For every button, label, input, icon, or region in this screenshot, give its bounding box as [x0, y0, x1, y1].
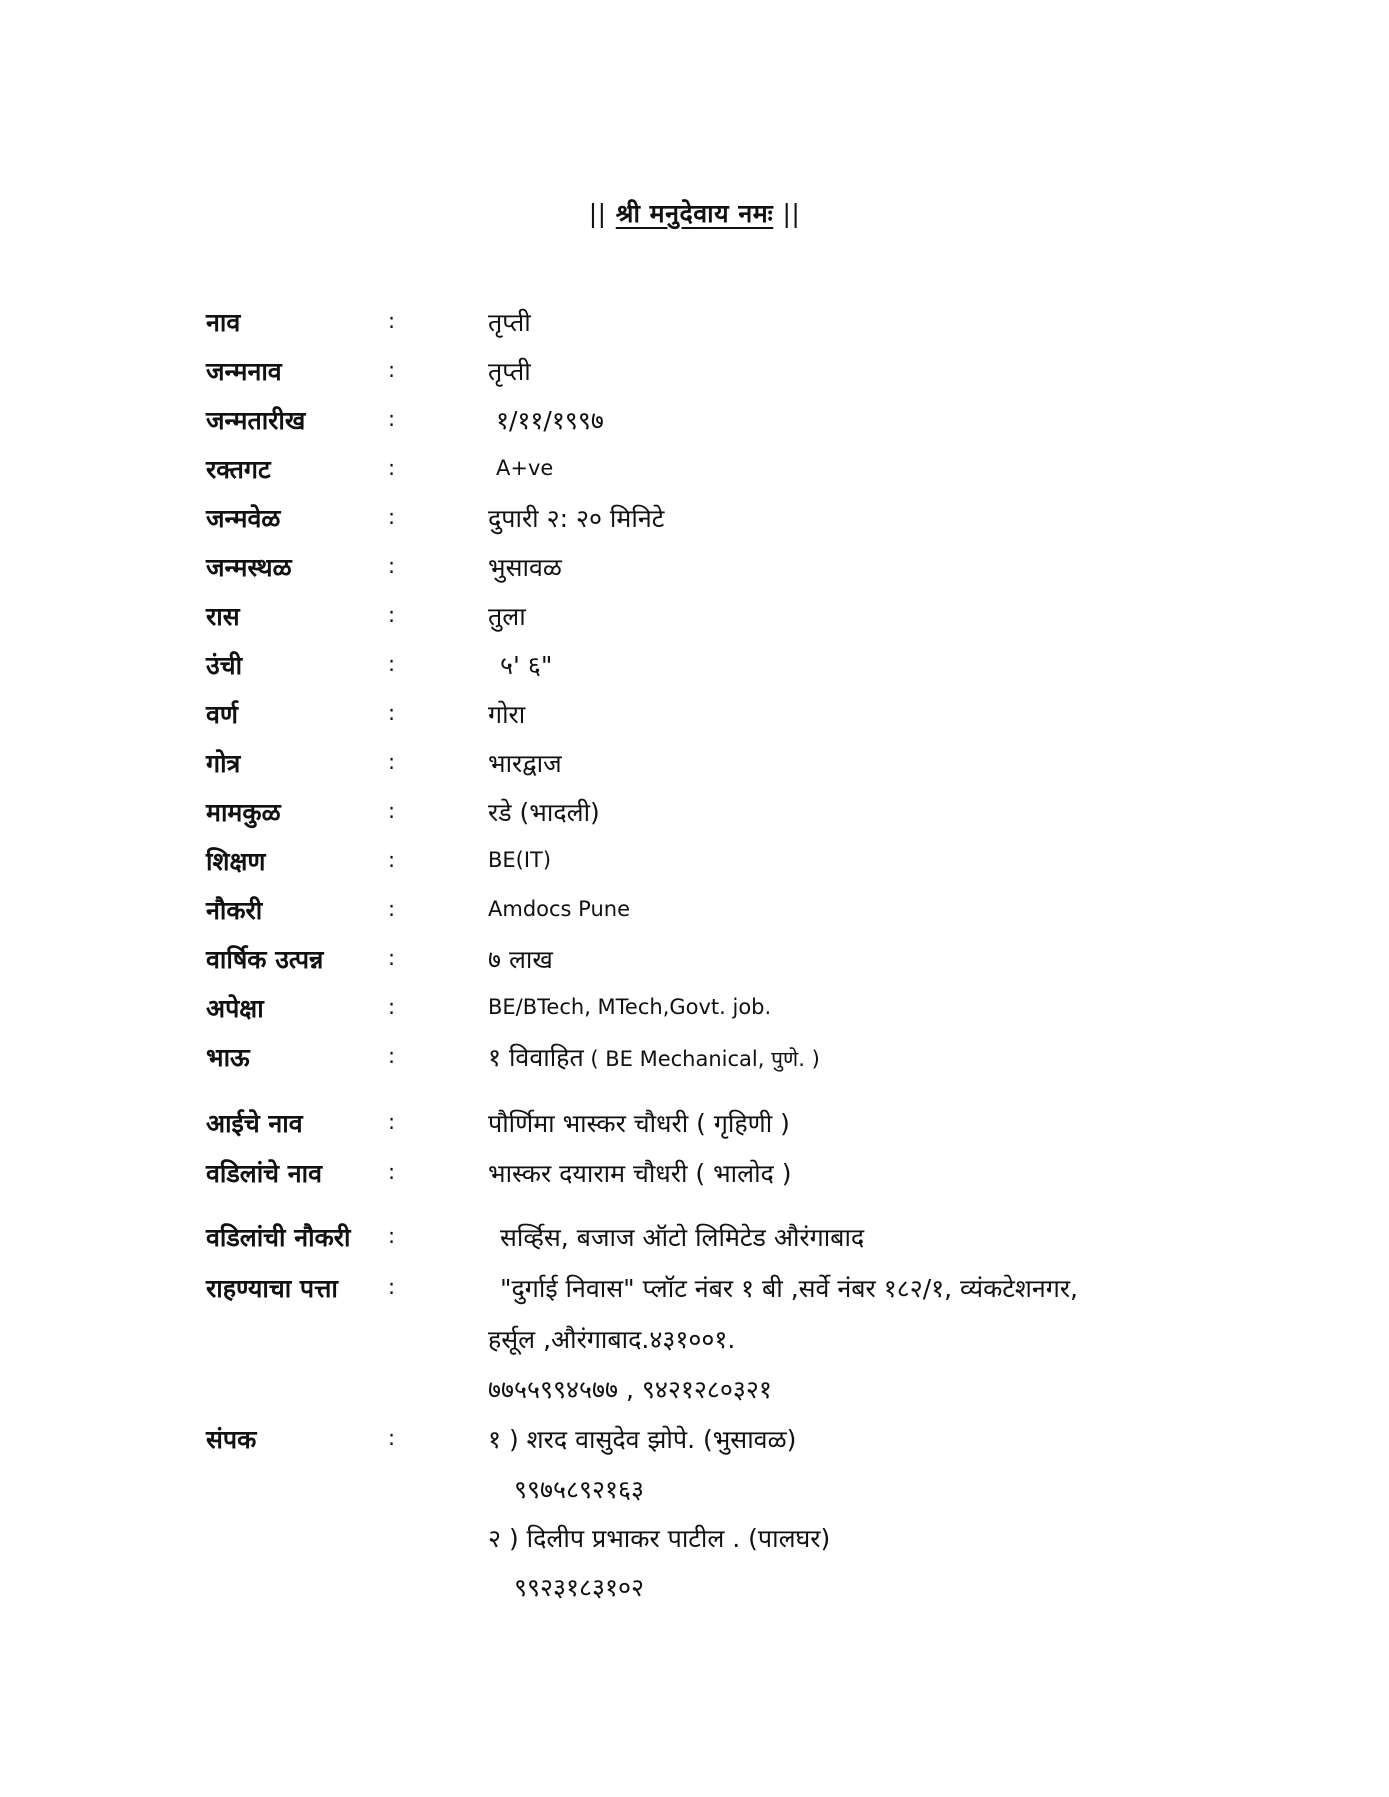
field-label: रास: [206, 602, 240, 631]
field-label: शिक्षण: [206, 847, 266, 876]
field-label: नाव: [206, 308, 241, 337]
field-brother: [0, 1040, 1389, 1080]
field-expectation: [0, 991, 1389, 1031]
field-colon: :: [388, 1160, 396, 1184]
field-value: [488, 1040, 820, 1074]
field-label: जन्मनाव: [206, 357, 282, 386]
field-label: जन्मवेळ: [206, 504, 281, 533]
field-birth-date: [0, 403, 1389, 443]
field-label: भाऊ: [206, 1043, 250, 1072]
field-height: [0, 648, 1389, 688]
field-label: जन्मतारीख: [206, 406, 306, 435]
field-value: भारद्वाज: [488, 749, 562, 778]
field-colon: :: [388, 1275, 396, 1299]
heading-suffix: ||: [782, 199, 801, 228]
brother-count: १ विवाहित: [488, 1043, 584, 1072]
field-birth-time: [0, 501, 1389, 541]
field-colon: :: [388, 848, 396, 872]
field-value: तृप्ती: [488, 357, 531, 386]
field-label: वडिलांचे नाव: [206, 1159, 323, 1188]
field-birth-place: [0, 550, 1389, 590]
page-title: [0, 196, 1389, 230]
field-value: भास्कर दयाराम चौधरी ( भालोद ): [488, 1159, 792, 1188]
field-mother-name: [0, 1106, 1389, 1146]
field-colon: :: [388, 554, 396, 578]
field-colon: :: [388, 1426, 396, 1450]
field-address: [0, 1271, 1389, 1311]
field-mamkul: [0, 795, 1389, 835]
contact-phone-2: ९९२३१८३१०२: [514, 1573, 645, 1602]
field-colon: :: [388, 358, 396, 382]
contact-phone-1: ९९७५८९२१६३: [514, 1475, 645, 1504]
field-label: मामकुळ: [206, 798, 281, 827]
field-colon: :: [388, 995, 396, 1019]
field-value: तुला: [488, 602, 526, 631]
field-blood-group: [0, 452, 1389, 492]
field-colon: :: [388, 897, 396, 921]
field-value: BE/BTech, MTech,Govt. job.: [488, 995, 772, 1019]
field-value: १/११/१९९७: [496, 406, 604, 435]
contact-person-1: १ ) शरद वासुदेव झोपे. (भुसावळ): [488, 1425, 797, 1454]
field-birth-name: [0, 354, 1389, 394]
field-label: गोत्र: [206, 749, 241, 778]
brother-detail: ( BE Mechanical, पुणे. ): [583, 1047, 820, 1071]
field-value: ५' ६": [500, 651, 553, 680]
field-label: रक्तगट: [206, 455, 271, 484]
field-father-name: [0, 1156, 1389, 1196]
field-colon: :: [388, 456, 396, 480]
field-label: नौकरी: [206, 896, 263, 925]
field-income: [0, 942, 1389, 982]
field-value: Amdocs Pune: [488, 897, 630, 921]
field-label: संपक: [206, 1425, 257, 1454]
address-phone-line: ७७५५९९४५७७ , ९४२१२८०३२१: [488, 1375, 772, 1404]
field-value: रडे (भादली): [488, 798, 600, 827]
field-father-job: [0, 1220, 1389, 1260]
field-contact: [0, 1422, 1389, 1462]
field-colon: :: [388, 652, 396, 676]
field-colon: :: [388, 1224, 396, 1248]
address-line-2: हर्सूल ,औरंगाबाद.४३१००१.: [488, 1325, 736, 1354]
field-label: जन्मस्थळ: [206, 553, 292, 582]
field-value: BE(IT): [488, 848, 552, 872]
field-value: A+ve: [496, 456, 554, 480]
heading-title: श्री मनुदेवाय नमः: [615, 199, 774, 228]
field-colon: :: [388, 309, 396, 333]
field-value: पौर्णिमा भास्कर चौधरी ( गृहिणी ): [488, 1109, 790, 1138]
contact-person-2: २ ) दिलीप प्रभाकर पाटील . (पालघर): [488, 1524, 831, 1553]
field-colon: :: [388, 750, 396, 774]
field-value: ७ लाख: [488, 945, 553, 974]
field-label: अपेक्षा: [206, 994, 264, 1023]
field-name: [0, 305, 1389, 345]
heading-prefix: ||: [588, 199, 607, 228]
field-value: तृप्ती: [488, 308, 531, 337]
field-label: राहण्याचा पत्ता: [206, 1274, 338, 1303]
field-colon: :: [388, 1110, 396, 1134]
field-gotra: [0, 746, 1389, 786]
field-colon: :: [388, 407, 396, 431]
field-colon: :: [388, 1044, 396, 1068]
field-value: भुसावळ: [488, 553, 562, 582]
field-colon: :: [388, 603, 396, 627]
field-rashi: [0, 599, 1389, 639]
field-value: गोरा: [488, 700, 526, 729]
field-label: वडिलांची नौकरी: [206, 1223, 351, 1252]
field-label: वार्षिक उत्पन्न: [206, 945, 324, 974]
field-complexion: [0, 697, 1389, 737]
field-value: दुपारी २: २० मिनिटे: [488, 504, 665, 533]
field-label: उंची: [206, 651, 243, 680]
field-colon: :: [388, 505, 396, 529]
field-education: [0, 844, 1389, 884]
field-value: सर्व्हिस, बजाज ऑटो लिमिटेड औरंगाबाद: [500, 1223, 865, 1252]
field-colon: :: [388, 701, 396, 725]
field-job: [0, 893, 1389, 933]
field-colon: :: [388, 799, 396, 823]
field-label: आईचे नाव: [206, 1109, 303, 1138]
address-line-1: "दुर्गाई निवास" प्लॉट नंबर १ बी ,सर्वे नंबर १८२/१, व्यंकटेशनगर,: [500, 1274, 1079, 1303]
field-label: वर्ण: [206, 700, 238, 729]
field-colon: :: [388, 946, 396, 970]
